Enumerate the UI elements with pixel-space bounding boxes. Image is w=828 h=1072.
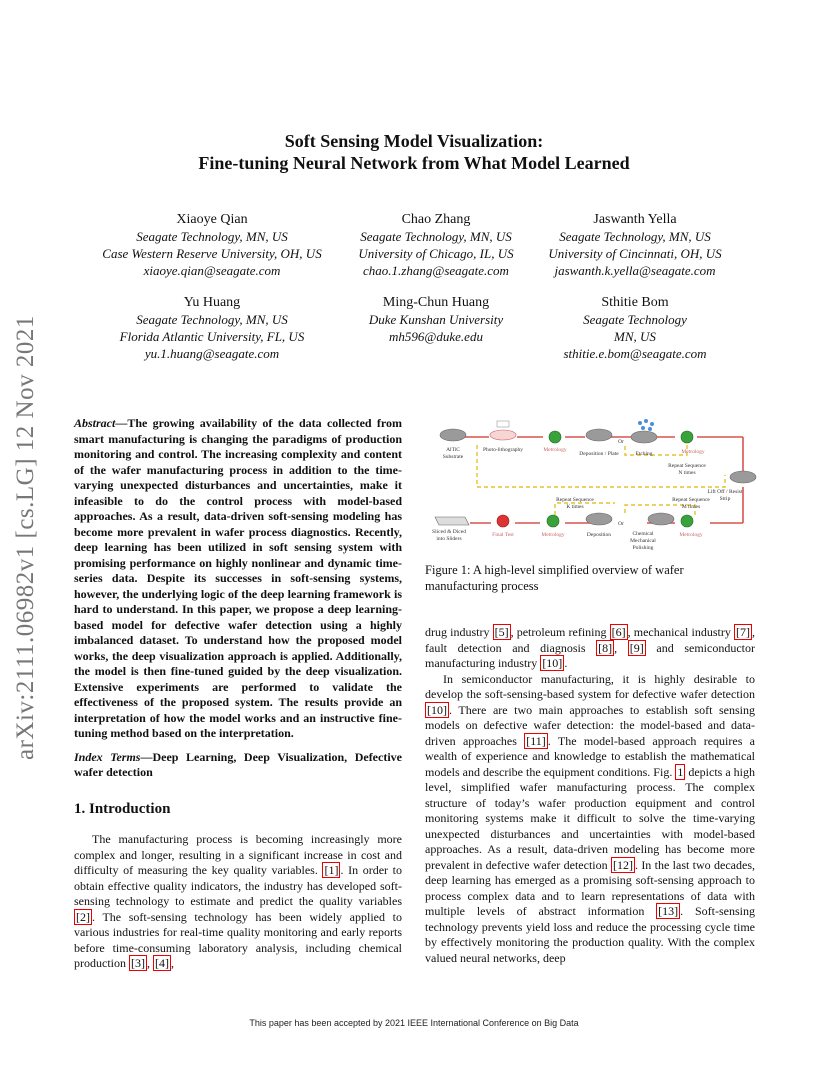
svg-text:Repeat Sequence: Repeat Sequence (556, 497, 594, 503)
abstract-text: —The growing availability of the data collected from smart manufacturing is changing the paradigms of production monitoring and control. The increasing complexity and content of the wafer manufacturing process in addition to the time-varying unexpected disturbances and uncertainties, make it infeasible to do the control process with model-based approaches. As a result, data-driven soft-sensing modeling has become more prevalent in wafer process diagnostics. Recently, deep learning has been utilized in soft sensing system with promising performance on highly nonlinear and dynamic time-series data. Despite its successes in soft-sensing systems, however, the underlying logic of the deep learning framework is hard to understand. In this paper, we propose a deep learning-based model for defective wafer detection using a highly imbalanced dataset. To understand how the proposed model works, the deep visualization approach is applied. Additionally, the model is then fine-tuned guided by the deep visualization. Extensive experiments are performed to validate the effectiveness of the proposed system. The results provide an interpretation of how the model works and an instructive fine-tuning method based on the interpretation. (74, 416, 402, 740)
citation-link[interactable]: [8] (598, 640, 613, 655)
author-name: Xiaoye Qian (176, 212, 248, 227)
citation-link[interactable]: [7] (735, 625, 750, 639)
process-diagram (425, 415, 765, 555)
figure-wafer-process (425, 415, 765, 555)
abstract (74, 416, 402, 742)
svg-text:K times: K times (566, 504, 584, 510)
author-email: yu.1.huang@seagate.com (144, 346, 280, 361)
author-affiliation: Seagate Technology, MN, US (136, 312, 288, 327)
svg-text:Substrate: Substrate (442, 454, 464, 460)
svg-text:Strip: Strip (719, 496, 731, 502)
wafer-icon (440, 429, 756, 525)
author-email: chao.1.zhang@seagate.com (363, 263, 509, 278)
paper-title (0, 130, 828, 174)
section-heading: 1. Introduction (74, 800, 171, 817)
citation-link[interactable]: [12] (612, 857, 633, 872)
author-affiliation: University of Cincinnati, OH, US (548, 246, 722, 261)
author-affiliation: Seagate Technology, MN, US (136, 229, 288, 244)
citation-link[interactable]: [5] (494, 625, 509, 639)
author-block (336, 294, 536, 345)
svg-text:Etching: Etching (635, 451, 653, 457)
figure-link[interactable]: 1 (677, 764, 684, 779)
intro-paragraph: The manufacturing process is becoming increasingly more complex and longer, resulting in a significant increase in cost and difficulty of measuring the key quality variables. [1] . In order to obtain effective quality indicators, the industry has developed soft-sensing technology to estimate and predict the quality variables [2] . The soft-sensing technology has been widely applied to various industries for real-time quality monitoring and early reports before time-consuming laboratory analysis, including chemical production [3] , [4] , (74, 832, 403, 970)
svg-text:N times: N times (678, 470, 696, 476)
citation-link[interactable]: [13] (658, 904, 679, 918)
author-name: Chao Zhang (401, 212, 471, 227)
author-email: mh596@duke.edu (389, 329, 483, 344)
svg-text:Or: Or (618, 521, 624, 527)
svg-text:Lift Off / Resist: Lift Off / Resist (707, 489, 743, 495)
paragraph-continued: drug industry [5] , petroleum refining [6] , mechanical industry [7] , fault detection and diagnosis [8] , [9] and semiconductor manufacturing industry [10] . (425, 625, 755, 670)
title-line-2: Fine-tuning Neural Network from What Model Learned (198, 153, 630, 173)
author-affiliation: Seagate Technology (583, 312, 687, 327)
svg-text:Polishing: Polishing (632, 545, 654, 551)
svg-text:Metrology: Metrology (681, 449, 705, 455)
svg-text:Photo-lithography: Photo-lithography (482, 447, 524, 453)
index-terms (74, 750, 402, 781)
index-terms-label: Index Terms (74, 749, 141, 764)
citation-link[interactable]: [9] (629, 640, 644, 655)
citation-link[interactable]: [2] (76, 909, 90, 924)
author-email: jaswanth.k.yella@seagate.com (554, 263, 716, 278)
left-column (74, 416, 402, 972)
author-affiliation: Seagate Technology, MN, US (360, 229, 512, 244)
svg-text:Final Test: Final Test (492, 532, 514, 538)
author-email: sthitie.e.bom@seagate.com (563, 346, 707, 361)
index-terms-text: —Deep Learning, Deep Visualization, Defective wafer detection (74, 749, 402, 779)
lamp-icon (490, 421, 516, 440)
slider-tray-icon (435, 517, 469, 525)
abstract-label: Abstract (74, 416, 116, 430)
svg-text:Chemical: Chemical (632, 531, 654, 537)
svg-text:Metrology: Metrology (679, 532, 703, 538)
svg-text:M times: M times (681, 504, 701, 510)
title-line-1: Soft Sensing Model Visualization: (284, 131, 544, 151)
figure-caption: Figure 1: A high-level simplified overview of wafer manufacturing process (425, 563, 684, 593)
citation-link[interactable]: [11] (526, 733, 546, 748)
author-block (92, 211, 332, 279)
svg-text:into Sliders: into Sliders (436, 536, 462, 542)
citation-link[interactable]: [10] (542, 656, 563, 670)
svg-text:Deposition: Deposition (586, 532, 612, 538)
author-block (336, 211, 536, 279)
author-email: xiaoye.qian@seagate.com (143, 263, 281, 278)
svg-text:Deposition / Plate: Deposition / Plate (579, 451, 619, 457)
author-affiliation: Florida Atlantic University, FL, US (119, 329, 305, 344)
svg-text:Sliced & Diced: Sliced & Diced (432, 529, 466, 535)
svg-text:Mechanical: Mechanical (630, 538, 656, 544)
author-affiliation: Seagate Technology, MN, US (559, 229, 711, 244)
citation-link[interactable]: [4] (155, 956, 169, 970)
svg-text:Metrology: Metrology (543, 447, 567, 453)
svg-text:Repeat Sequence: Repeat Sequence (668, 463, 706, 469)
etching-icon (638, 419, 654, 431)
svg-text:Repeat Sequence: Repeat Sequence (672, 497, 710, 503)
paragraph: In semiconductor manufacturing, it is highly desirable to develop the soft-sensing-based system for defective wafer detection [10] . There are two main approaches to establish soft sensing models on defective wafer detection: the model-based and data-driven approaches [11] . The model-based approach requires a wealth of experience and knowledge to establish the mathematical models and describe the equipment conditions. Fig. 1 depicts a high level, simplified wafer manufacturing process. The complex structure of today’s wafer production equipment and control monitoring systems make it difficult to solve the time-varying unexpected disturbances and uncertainties with model-based approaches. As a result, data-driven modeling has become more prevalent in defective wafer detection [12] . In the last two decades, deep learning has emerged as a promising soft-sensing approach to process complex data and to learn representations of data with multiple levels of abstract information [13] . Soft-sensing technology prevents yield loss and reduce the processing cycle time by effectively monitoring the production quality. With the complex valued neural networks, deep (425, 671, 755, 965)
author-block (535, 211, 735, 279)
author-name: Ming-Chun Huang (382, 295, 490, 310)
arxiv-identifier: arXiv:2111.06982v1 [cs.LG] 12 Nov 2021 (12, 315, 39, 760)
author-name: Sthitie Bom (601, 295, 669, 310)
final-test-icon (497, 515, 509, 527)
citation-link[interactable]: [10] (427, 702, 447, 717)
author-affiliation: Duke Kunshan University (368, 312, 504, 327)
right-column (425, 625, 755, 966)
author-name: Yu Huang (183, 295, 241, 310)
author-affiliation: Case Western Reserve University, OH, US (102, 246, 322, 261)
svg-text:AlTiC: AlTiC (446, 447, 460, 453)
citation-link[interactable]: [3] (131, 956, 145, 970)
author-affiliation: MN, US (614, 329, 656, 344)
metrology-icon (547, 431, 696, 527)
page-footer: This paper has been accepted by 2021 IEEE International Conference on Big Data (249, 1018, 579, 1028)
author-affiliation: University of Chicago, IL, US (358, 246, 514, 261)
author-block (112, 294, 312, 362)
svg-text:Or: Or (618, 439, 624, 445)
author-name: Jaswanth Yella (593, 212, 677, 227)
citation-link[interactable]: [6] (611, 625, 626, 639)
citation-link[interactable]: [1] (324, 863, 339, 877)
svg-text:Metrology: Metrology (541, 532, 565, 538)
author-block (535, 294, 735, 362)
